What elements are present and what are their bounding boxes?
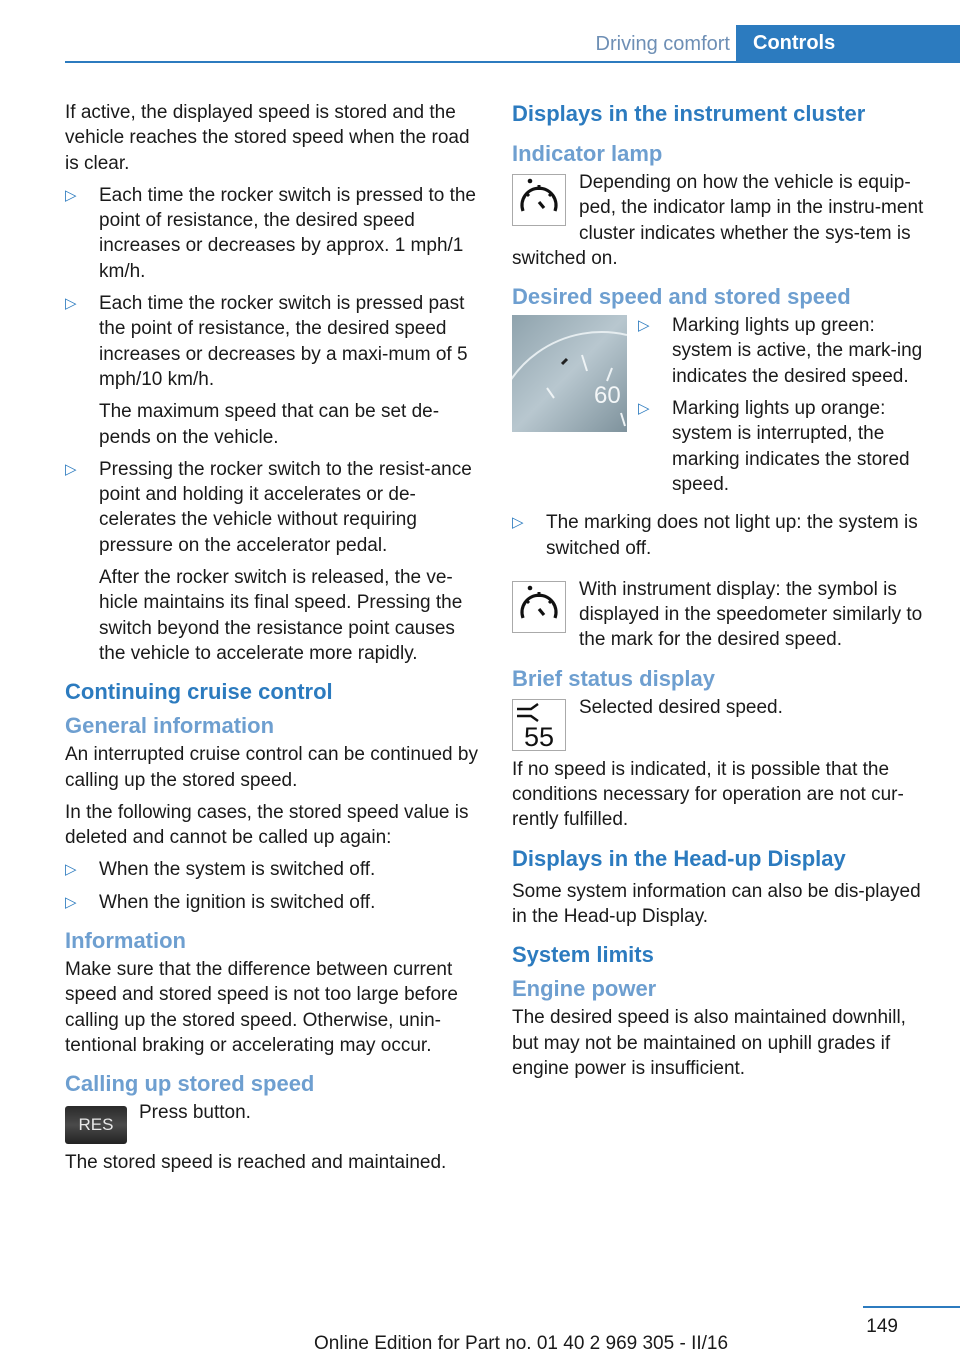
heading-indicator-lamp: Indicator lamp bbox=[512, 141, 663, 166]
cruise-control-icon bbox=[512, 174, 566, 226]
list-item: ▷ Each time the rocker switch is pressed past the point of resistance, the desired speed increases or decreases by a maxi‐mum of 5 mph/10 km/h. The maximum speed that can be set de‐pends on the vehicle. bbox=[65, 291, 480, 450]
heading-calling-up-stored-speed: Calling up stored speed bbox=[65, 1071, 315, 1097]
instrument-display-row bbox=[512, 577, 932, 653]
list-item: ▷ Marking lights up orange: system is interrupted, the marking indicates the stored speed. bbox=[638, 396, 932, 497]
marking-list bbox=[638, 313, 932, 497]
marking-off-list bbox=[512, 510, 932, 561]
information-paragraph: Make sure that the difference between current speed and stored speed is not too large before calling up the stored speed. Otherwise, unin‐tentional braking or accelerating may occur. bbox=[65, 959, 458, 1056]
indicator-lamp-paragraph: Depending on how the vehicle is equip‐ped, the indicator lamp in the instru‐ment cluster indicates whether the sys‐tem is switched on. bbox=[512, 172, 924, 269]
speedometer-icon bbox=[512, 315, 627, 432]
page-number: 149 bbox=[866, 1316, 898, 1337]
heading-brief-status-display: Brief status display bbox=[512, 665, 715, 691]
engine-power-paragraph: The desired speed is also maintained downhill, but may not be maintained on uphill grades if engine power is insufficient. bbox=[512, 1007, 906, 1079]
list-item: ▷ Marking lights up green: system is active, the mark‐ing indicates the desired speed. bbox=[638, 313, 932, 389]
header-section-label: Driving comfort bbox=[595, 33, 730, 55]
heading-displays-instrument-cluster: Displays in the instrument cluster bbox=[512, 101, 866, 126]
footer-edition: Online Edition for Part no. 01 40 2 969 305 - II/16 bbox=[314, 1333, 729, 1354]
header-rule bbox=[65, 61, 960, 63]
right-column bbox=[512, 100, 932, 1088]
speed-limit-icon bbox=[512, 699, 566, 751]
speed-limit-value: 55 bbox=[523, 721, 555, 750]
instrument-display-paragraph: With instrument display: the symbol is displayed in the speedometer similarly to the mark for the desired speed. bbox=[579, 578, 923, 651]
list-item-note: After the rocker switch is released, the ve‐hicle maintains its final speed. Pressing the switch beyond the resistance point causes the vehicle to accelerate more rapidly. bbox=[99, 567, 463, 664]
heading-desired-stored-speed: Desired speed and stored speed bbox=[512, 284, 851, 310]
list-item: ▷ Each time the rocker switch is pressed to the point of resistance, the desired speed increases or decreases by approx. 1 mph/1 km/h. bbox=[65, 183, 480, 284]
deleted-cases-list bbox=[65, 857, 480, 915]
press-button-text: Press button. bbox=[139, 1102, 251, 1124]
footer-rule bbox=[863, 1306, 960, 1308]
list-item: ▷ The marking does not light up: the system is switched off. bbox=[512, 510, 932, 561]
heading-system-limits: System limits bbox=[512, 942, 654, 968]
cruise-control-icon bbox=[512, 581, 566, 633]
header-active-tab: Controls bbox=[736, 25, 960, 62]
heading-general-information: General information bbox=[65, 713, 275, 739]
speedometer-row bbox=[512, 313, 932, 504]
list-item-note: The maximum speed that can be set de‐pends on the vehicle. bbox=[99, 401, 440, 448]
indicator-lamp-row bbox=[512, 170, 932, 271]
rocker-switch-list bbox=[65, 183, 480, 666]
left-column bbox=[65, 100, 480, 1183]
brief-status-paragraph: Selected desired speed. bbox=[579, 696, 783, 718]
list-item: ▷ Pressing the rocker switch to the resist‐ance point and holding it accelerates or de‐celerates the vehicle without requiring pressure on the accelerator pedal. After the rocker switch is released, the ve‐hicle maintains its final speed. Pressing the switch beyond the resistance point causes the vehicle to accelerate more rapidly. bbox=[65, 457, 480, 666]
list-item: ▷ When the system is switched off. bbox=[65, 857, 480, 882]
general-paragraph-1: An interrupted cruise control can be continued by calling up the stored speed. bbox=[65, 744, 478, 791]
heading-engine-power: Engine power bbox=[512, 976, 657, 1002]
heading-information: Information bbox=[65, 928, 186, 954]
heading-continuing-cruise-control: Continuing cruise control bbox=[65, 679, 333, 705]
stored-speed-paragraph: The stored speed is reached and maintained. bbox=[65, 1152, 447, 1174]
general-paragraph-2: In the following cases, the stored speed value is deleted and cannot be called up again: bbox=[65, 801, 469, 849]
speedometer-label: 60 bbox=[594, 382, 621, 410]
res-button-row bbox=[65, 1100, 480, 1144]
intro-paragraph: If active, the displayed speed is stored and the vehicle reaches the stored speed when the road is clear. bbox=[65, 102, 470, 174]
brief-status-row bbox=[512, 695, 932, 751]
hud-paragraph: Some system information can also be dis‐played in the Head-up Display. bbox=[512, 880, 921, 927]
list-item: ▷ When the ignition is switched off. bbox=[65, 890, 480, 915]
heading-head-up-display: Displays in the Head-up Display bbox=[512, 845, 846, 871]
res-button-icon: RES bbox=[65, 1106, 127, 1144]
no-speed-paragraph: If no speed is indicated, it is possible that the conditions necessary for operation are not cur‐rently fulfilled. bbox=[512, 758, 904, 831]
